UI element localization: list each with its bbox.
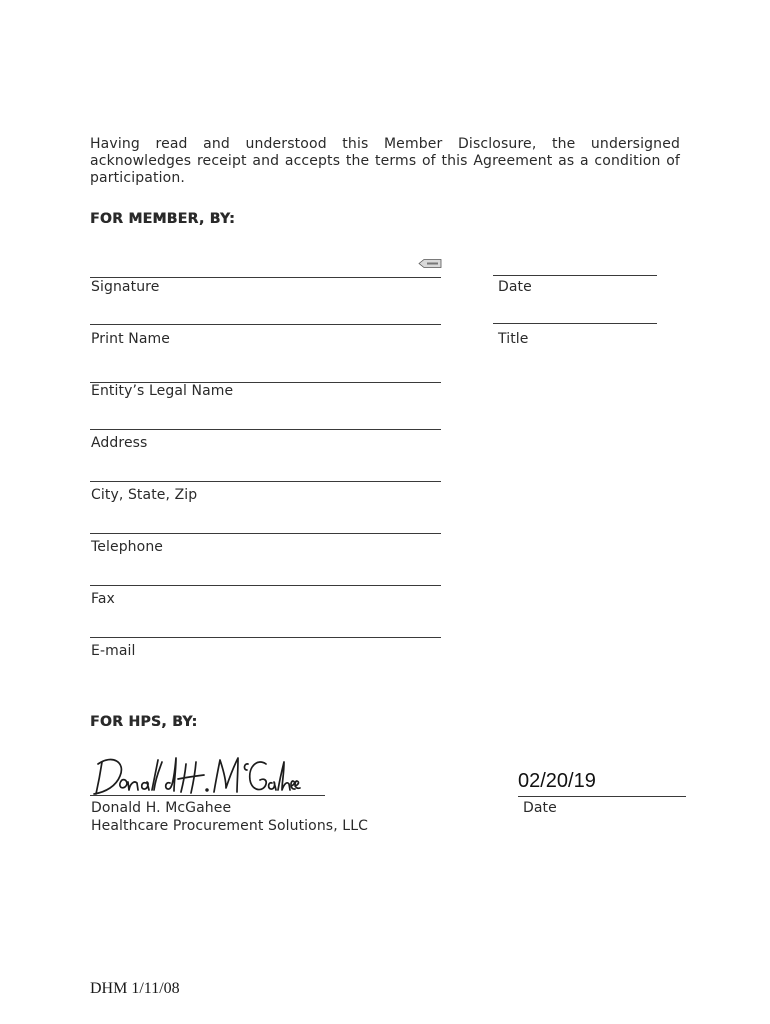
handwritten-signature-icon xyxy=(92,750,302,800)
hps-date-line xyxy=(518,796,686,797)
hps-date-label: Date xyxy=(523,800,557,816)
title-line[interactable] xyxy=(493,323,657,324)
address-line[interactable] xyxy=(90,429,441,430)
hps-section-heading: FOR HPS, BY: xyxy=(90,714,198,730)
fax-label: Fax xyxy=(91,591,115,607)
signer-company: Healthcare Procurement Solutions, LLC xyxy=(91,818,368,834)
city-state-zip-label: City, State, Zip xyxy=(91,487,198,503)
telephone-label: Telephone xyxy=(91,539,164,555)
address-label: Address xyxy=(91,435,148,451)
city-state-zip-line[interactable] xyxy=(90,481,441,482)
fax-line[interactable] xyxy=(90,585,441,586)
hps-signature-line xyxy=(90,795,325,796)
document-code: DHM 1/11/08 xyxy=(90,980,180,997)
member-section-heading: FOR MEMBER, BY: xyxy=(90,211,235,227)
intro-paragraph: Having read and understood this Member Disclosure, the undersigned acknowledges receipt and accepts the terms of this Agreement as a condition of participation. xyxy=(90,136,680,186)
signature-line[interactable] xyxy=(90,277,441,278)
telephone-line[interactable] xyxy=(90,533,441,534)
hps-signed-date: 02/20/19 xyxy=(518,770,596,792)
signer-name: Donald H. McGahee xyxy=(91,800,232,816)
email-line[interactable] xyxy=(90,637,441,638)
print-name-line[interactable] xyxy=(90,324,441,325)
entity-legal-name-label: Entity’s Legal Name xyxy=(91,383,234,399)
email-label: E-mail xyxy=(91,643,136,659)
member-date-label: Date xyxy=(498,279,532,295)
sign-here-tag-icon xyxy=(418,259,442,268)
title-label: Title xyxy=(498,331,529,347)
member-date-line[interactable] xyxy=(493,275,657,276)
print-name-label: Print Name xyxy=(91,331,170,347)
signature-label: Signature xyxy=(91,279,160,295)
